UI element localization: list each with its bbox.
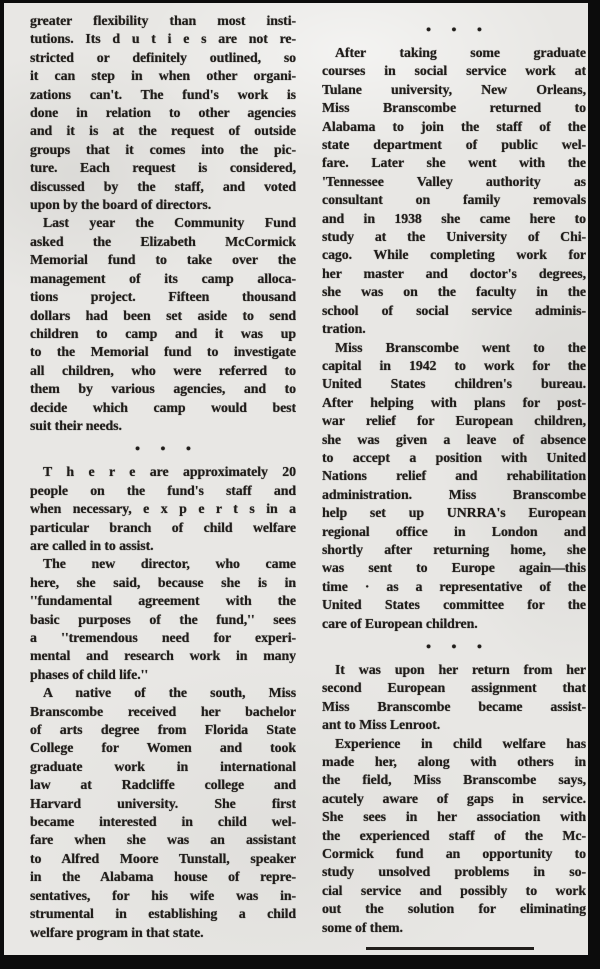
text-line: a ''tremendous need for experi- xyxy=(30,631,296,646)
paragraph xyxy=(30,685,296,943)
text-line: sentatives, for his wife was in- xyxy=(30,888,296,904)
paragraph xyxy=(30,13,296,215)
text-line: here, she said, because she is in xyxy=(30,575,296,591)
text-line: all children, who were referred to xyxy=(30,363,296,379)
text-line: Nations relief and rehabilitation xyxy=(322,469,586,485)
text-line: study unsolved problems in so- xyxy=(322,865,586,881)
text-line: people on the fund's staff and xyxy=(30,483,296,499)
text-line: basic purposes of the fund,'' sees xyxy=(30,612,296,628)
text-line: time · as a representative of the xyxy=(322,579,586,595)
text-line: it can step in when other organi- xyxy=(30,69,296,85)
text-line: Last year the Community Fund xyxy=(43,216,296,232)
text-line: After helping with plans for post- xyxy=(322,395,586,411)
text-line: College for Women and took xyxy=(30,741,296,757)
paragraph xyxy=(30,464,296,556)
text-line: she was given a leave of absence xyxy=(322,432,586,448)
text-line: The new director, who came xyxy=(43,557,296,573)
text-line: strumental in establishing a child xyxy=(30,907,296,923)
text-line: phases of child life.'' xyxy=(30,667,149,683)
text-line: and it is at the request of outside xyxy=(30,124,296,140)
text-line: them by various agencies, and to xyxy=(30,382,296,398)
text-line: graduate work in international xyxy=(30,759,296,775)
text-line: made her, along with others in xyxy=(322,755,586,771)
text-line: shortly after returning home, she xyxy=(322,542,586,558)
text-line: tions project. Fifteen thousand xyxy=(30,290,296,306)
paragraph xyxy=(30,556,296,685)
text-line: welfare program in that state. xyxy=(30,925,204,941)
text-line: of arts degree from Florida State xyxy=(30,723,296,739)
text-line: second European assignment that xyxy=(322,681,586,697)
article-end-rule xyxy=(366,947,534,950)
text-line: upon by the board of directors. xyxy=(30,198,212,214)
article-body xyxy=(4,3,588,955)
paragraph xyxy=(322,736,586,938)
text-line: courses in social service work at xyxy=(322,64,586,80)
text-line: greater flexibility than most insti- xyxy=(30,14,296,29)
text-line: tration. xyxy=(322,322,366,338)
text-line: consultant on family removals xyxy=(322,193,586,209)
text-line: became interested in child wel- xyxy=(30,815,296,831)
text-line: Miss Branscombe went to the xyxy=(335,340,586,356)
text-line: her master and doctor's degrees, xyxy=(322,266,586,282)
text-line: cago. While completing work for xyxy=(322,248,586,264)
text-line: capital in 1942 to work for the xyxy=(322,358,586,374)
text-line: the experienced staff of the Mc- xyxy=(322,828,586,844)
text-line: decide which camp would best xyxy=(30,400,296,416)
text-line: discussed by the staff, and voted xyxy=(30,179,296,195)
text-line: she was on the faculty in the xyxy=(322,285,586,301)
section-separator-dots: • • • xyxy=(426,640,482,655)
text-line: T h e r e are approximately 20 xyxy=(43,465,296,481)
text-line: dollars had been set aside to send xyxy=(30,308,296,324)
text-line: Experience in child welfare has xyxy=(335,736,586,752)
text-line: management of its camp alloca- xyxy=(30,271,296,287)
text-line: fare. Later she went with the xyxy=(322,156,586,172)
text-line: war relief for European children, xyxy=(322,414,586,430)
text-line: particular branch of child welfare xyxy=(30,520,296,536)
text-line: some of them. xyxy=(322,920,403,936)
text-line: groups that it comes into the pic- xyxy=(30,142,296,158)
text-line: A native of the south, Miss xyxy=(43,686,296,702)
text-line: out the solution for eliminating xyxy=(322,902,586,918)
text-line: regional office in London and xyxy=(322,524,586,540)
text-line: Miss Branscombe became assist- xyxy=(322,699,586,715)
text-line: to accept a position with United xyxy=(322,450,586,466)
text-line: asked the Elizabeth McCormick xyxy=(30,234,296,250)
text-line: children to camp and it was up xyxy=(30,326,296,342)
text-line: Cormick fund an opportunity to xyxy=(322,847,586,863)
text-line: ture. Each request is considered, xyxy=(30,161,296,177)
text-line: study at the University of Chi- xyxy=(322,230,586,246)
paragraph xyxy=(30,215,296,436)
text-line: Miss Branscombe returned to xyxy=(322,101,586,117)
text-line: done in relation to other agencies xyxy=(30,106,296,122)
text-line: care of European children. xyxy=(322,616,478,632)
article-column xyxy=(322,17,586,950)
article-column xyxy=(30,13,296,943)
text-line: United States children's bureau. xyxy=(322,377,586,393)
text-line: school of social service adminis- xyxy=(322,303,586,319)
text-line: was sent to Europe again—this xyxy=(322,561,586,577)
text-line: cial service and possibly to work xyxy=(322,883,586,899)
text-line: It was upon her return from her xyxy=(335,663,586,678)
text-line: United States committee for the xyxy=(322,598,586,614)
text-line: when necessary, e x p e r t s in a xyxy=(30,502,296,518)
text-line: to Alfred Moore Tunstall, speaker xyxy=(30,851,296,867)
text-line: zations can't. The fund's work is xyxy=(30,87,296,103)
section-separator-dots: • • • xyxy=(135,442,191,458)
text-line: tutions. Its d u t i e s are not re- xyxy=(30,32,296,48)
text-line: administration. Miss Branscombe xyxy=(322,487,586,503)
text-line: Branscombe received her bachelor xyxy=(30,704,296,720)
text-line: Memorial fund to take over the xyxy=(30,253,296,269)
text-line: ant to Miss Lenroot. xyxy=(322,718,441,734)
text-line: After taking some graduate xyxy=(335,46,586,61)
text-line: to the Memorial fund to investigate xyxy=(30,345,296,361)
text-line: ''fundamental agreement with the xyxy=(30,594,296,610)
paragraph xyxy=(322,662,586,736)
text-line: and in 1938 she came here to xyxy=(322,211,586,227)
text-line: state department of public wel- xyxy=(322,138,586,154)
text-line: Harvard university. She first xyxy=(30,796,296,812)
newspaper-clipping-scan xyxy=(4,3,588,955)
text-line: Alabama to join the staff of the xyxy=(322,119,586,135)
text-line: law at Radcliffe college and xyxy=(30,778,296,794)
text-line: fare when she was an assistant xyxy=(30,833,296,849)
text-line: suit their needs. xyxy=(30,418,122,434)
text-line: in the Alabama house of repre- xyxy=(30,870,296,886)
section-separator-dots: • • • xyxy=(426,23,482,38)
paragraph xyxy=(322,45,586,340)
text-line: Tulane university, New Orleans, xyxy=(322,82,586,98)
text-line: acutely aware of gaps in service. xyxy=(322,791,586,807)
text-line: 'Tennessee Valley authority as xyxy=(322,174,586,190)
text-line: help set up UNRRA's European xyxy=(322,506,586,522)
paragraph xyxy=(322,340,586,635)
text-line: stricted or definitely outlined, so xyxy=(30,50,296,66)
text-line: the field, Miss Branscombe says, xyxy=(322,773,586,789)
text-line: She sees in her association with xyxy=(322,810,586,826)
text-line: are called in to assist. xyxy=(30,538,154,554)
text-line: mental and research work in many xyxy=(30,649,296,665)
